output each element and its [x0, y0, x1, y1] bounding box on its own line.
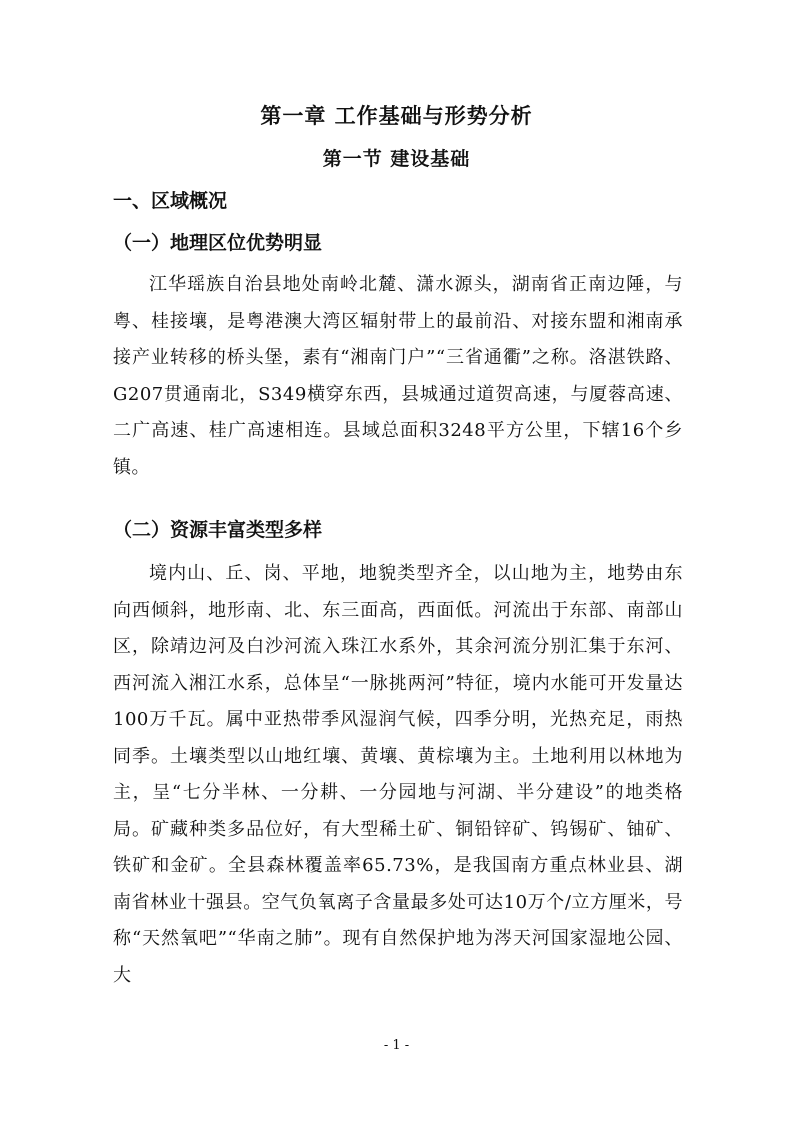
page-number: - 1 - [383, 1038, 410, 1053]
subsection-heading-resources: （二）资源丰富类型多样 [113, 519, 323, 541]
subsection-heading-location: （一）地理区位优势明显 [113, 232, 323, 254]
paragraph-location: 江华瑶族自治县地处南岭北麓、潇水源头，湖南省正南边陲，与粤、桂接壤，是粤港澳大湾区辐射带上的最前沿、对接东盟和湘南承接产业转移的桥头堡，素有“湘南门户”“三省通衢”之称。洛湛铁路、G207贯通南北，S349横穿东西，县城通过道贺高速，与厦蓉高速、二广高速、桂广高速相连。县域总面积3248平方公里，下辖16个乡镇。 [113, 274, 683, 478]
section-title: 第一节 建设基础 [322, 148, 471, 170]
chapter-title: 第一章 工作基础与形势分析 [260, 104, 533, 128]
paragraph-resources: 境内山、丘、岗、平地，地貌类型齐全，以山地为主，地势由东向西倾斜，地形南、北、东三面高，西面低。河流出于东部、南部山区，除靖边河及白沙河流入珠江水系外，其余河流分别汇集于东河、西河流入湘江水系，总体呈“一脉挑两河”特征，境内水能可开发量达100万千瓦。属中亚热带季风湿润气候，四季分明，光热充足，雨热同季。土壤类型以山地红壤、黄壤、黄棕壤为主。土地利用以林地为主，呈“七分半林、一分耕、一分园地与河湖、半分建设”的地类格局。矿藏种类多品位好，有大型稀土矿、铜铅锌矿、钨锡矿、铀矿、铁矿和金矿。全县森林覆盖率65.73%，是我国南方重点林业县、湖南省林业十强县。空气负氧离子含量最多处可达10万个/立方厘米，号称“天然氧吧”“华南之肺”。现有自然保护地为涔天河国家湿地公园、大 [113, 563, 683, 986]
heading-regional-overview: 一、区域概况 [113, 190, 228, 212]
